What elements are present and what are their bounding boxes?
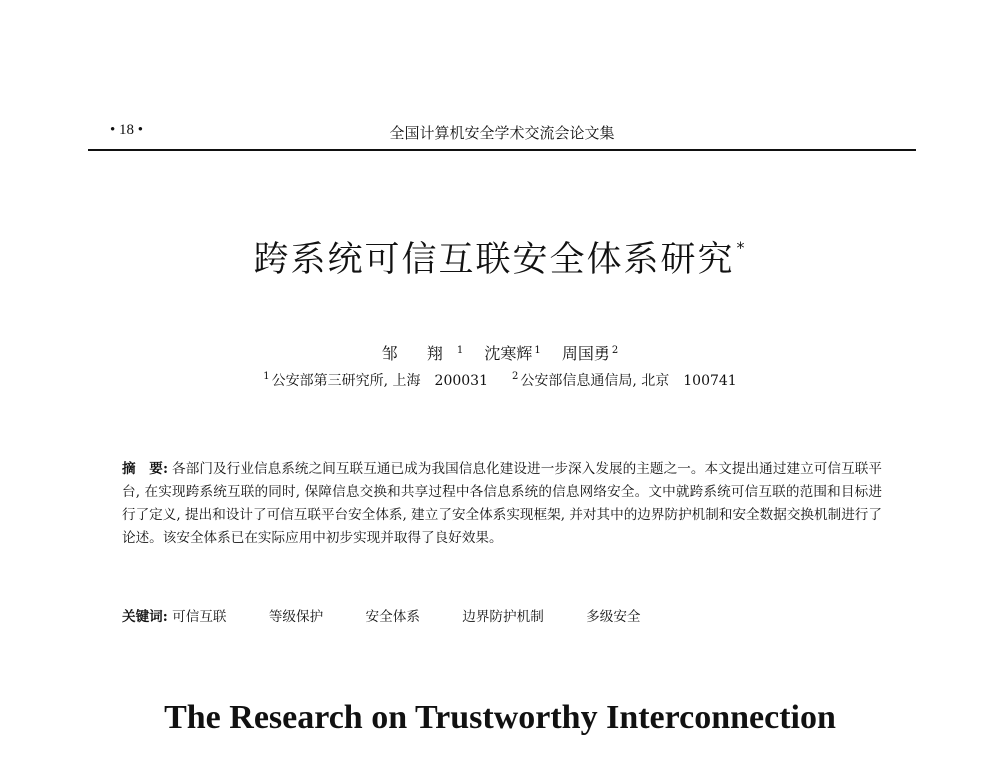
header-rule — [88, 149, 916, 151]
author-name: 周国勇 — [561, 344, 610, 363]
abstract-label: 摘 要: — [122, 461, 168, 477]
journal-name: 全国计算机安全学术交流会论文集 — [389, 124, 615, 142]
author-affiliation-index: 1 — [456, 345, 464, 356]
title-footnote-marker: * — [736, 238, 747, 257]
page-number: • 18 • — [110, 122, 144, 138]
english-title: The Research on Trustworthy Interconnection — [164, 699, 836, 736]
author-name: 沈寒辉 — [484, 344, 533, 363]
keyword: 安全体系 — [365, 609, 420, 625]
author-affiliation-index: 2 — [611, 345, 619, 356]
keywords-label: 关键词: — [122, 609, 168, 625]
author-list — [0, 341, 1000, 364]
keyword: 边界防护机制 — [462, 609, 544, 625]
author — [484, 344, 540, 363]
affiliations — [0, 370, 1000, 390]
abstract-text: 各部门及行业信息系统之间互联互通已成为我国信息化建设进一步深入发展的主题之一。本文提出通过建立可信互联平台, 在实现跨系统互联的同时, 保障信息交换和共享过程中各信息系统的信息网络安全。文中就跨系统可信互联的范围和目标进行了定义, 提出和设计了可信互联平台安全体系, 建立了安全体系实现框架, 并对其中的边界防护机制和安全数据交换机制进行了论述。该安全体系已在实际应用中初步实现并取得了良好效果。 — [122, 461, 882, 546]
keyword: 可信互联 — [172, 609, 227, 625]
affiliation-text: 公安部信息通信局, 北京 100741 — [520, 373, 737, 389]
keyword: 多级安全 — [586, 609, 641, 625]
author-name: 邹 翔 — [381, 344, 455, 363]
affiliation-index: 2 — [512, 371, 519, 382]
author — [562, 344, 618, 363]
author-affiliation-index: 1 — [534, 345, 541, 356]
keywords — [122, 605, 882, 625]
abstract — [122, 458, 882, 550]
affiliation-text: 公安部第三研究所, 上海 200031 — [271, 373, 488, 389]
running-header — [88, 122, 916, 150]
keyword: 等级保护 — [268, 609, 324, 625]
chinese-title — [0, 232, 1000, 282]
author — [382, 344, 463, 363]
chinese-title-text: 跨系统可信互联安全体系研究 — [253, 240, 735, 280]
affiliation-index: 1 — [263, 371, 270, 382]
